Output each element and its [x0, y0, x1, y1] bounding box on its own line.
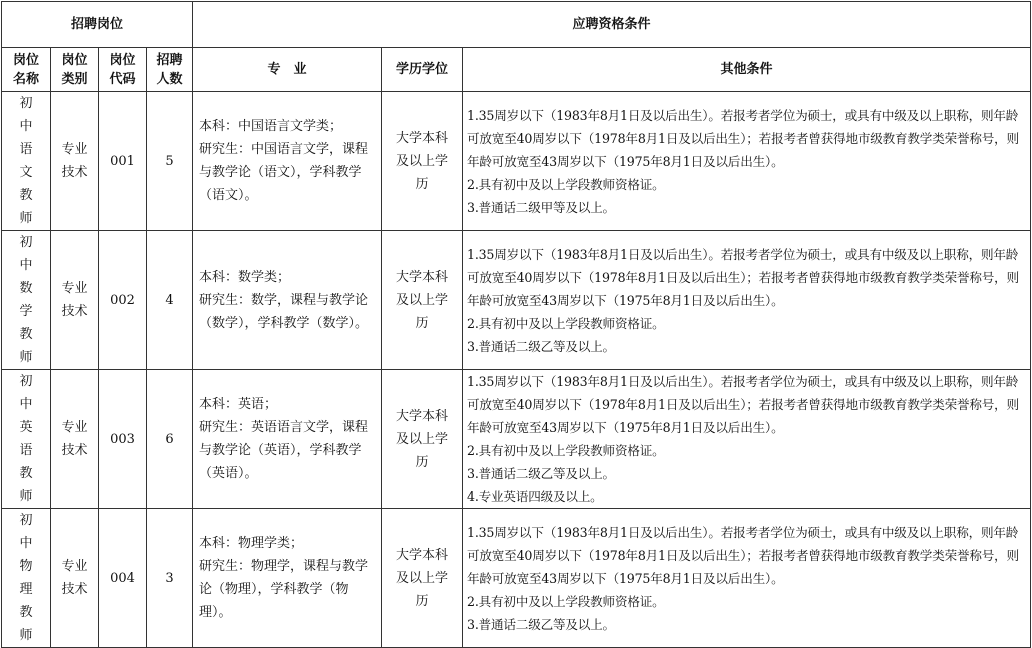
position-category: 专业技术 [51, 231, 99, 370]
major-cell [193, 370, 382, 509]
degree: 大学本科及以上学历 [382, 231, 463, 370]
table-row [2, 370, 1031, 509]
position-category: 专业技术 [51, 370, 99, 509]
group-header-position: 招聘岗位 [2, 2, 193, 48]
condition-item: 2.具有初中及以上学段教师资格证。 [467, 443, 665, 458]
major-line: 本科：中国语言文学类； [199, 119, 343, 134]
major-cell [193, 92, 382, 231]
condition-item: 1.35周岁以下（1983年8月1日及以后出生）。若报考者学位为硕士，或具有中级及以上职称，则年龄可放宽至40周岁以下（1978年8月1日及以后出生）；若报考者曾获得地市级教育教学类荣誉称号，则年龄可放宽至43周岁以下（1975年8月1日及以后出生）。 [467, 107, 1019, 169]
recruitment-table [1, 1, 1031, 648]
other-conditions [463, 92, 1031, 231]
condition-item: 1.35周岁以下（1983年8月1日及以后出生）。若报考者学位为硕士，或具有中级及以上职称，则年龄可放宽至40周岁以下（1978年8月1日及以后出生）；若报考者曾获得地市级教育教学类荣誉称号，则年龄可放宽至43周岁以下（1975年8月1日及以后出生）。 [467, 524, 1019, 586]
major-line: 研究生：中国语言文学，课程与教学论（语文），学科教学（语文）。 [199, 142, 369, 203]
condition-item: 3.普通话二级乙等及以上。 [467, 616, 615, 632]
condition-item: 2.具有初中及以上学段教师资格证。 [467, 176, 665, 192]
condition-item: 3.普通话二级甲等及以上。 [467, 199, 615, 215]
table-row [2, 509, 1031, 648]
condition-item: 3.普通话二级乙等及以上。 [467, 338, 615, 354]
position-code: 003 [99, 370, 147, 509]
major-line: 研究生：英语语言文学，课程与教学论（英语），学科教学（英语）。 [199, 420, 369, 481]
other-conditions [463, 509, 1031, 648]
col-header-degree: 学历学位 [382, 48, 463, 92]
position-count: 3 [147, 509, 193, 648]
col-header-other: 其他条件 [463, 48, 1031, 92]
col-header-code: 岗位代码 [99, 48, 147, 92]
major-cell [193, 509, 382, 648]
col-header-major: 专 业 [193, 48, 382, 92]
condition-item: 2.具有初中及以上学段教师资格证。 [467, 593, 665, 609]
group-header-qualifications: 应聘资格条件 [193, 2, 1031, 48]
position-name: 初中英语教师 [2, 370, 51, 509]
position-code: 002 [99, 231, 147, 370]
position-category: 专业技术 [51, 509, 99, 648]
condition-item: 1.35周岁以下（1983年8月1日及以后出生）。若报考者学位为硕士，或具有中级及以上职称，则年龄可放宽至40周岁以下（1978年8月1日及以后出生）；若报考者曾获得地市级教育教学类荣誉称号，则年龄可放宽至43周岁以下（1975年8月1日及以后出生）。 [467, 246, 1019, 308]
other-conditions [463, 370, 1031, 509]
major-cell [193, 231, 382, 370]
table-row [2, 92, 1031, 231]
major-line: 研究生：数学，课程与教学论（数学），学科教学（数学）。 [199, 292, 369, 331]
other-conditions [463, 231, 1031, 370]
position-count: 6 [147, 370, 193, 509]
position-category: 专业技术 [51, 92, 99, 231]
table-row [2, 231, 1031, 370]
major-line: 本科：物理学类； [199, 536, 304, 551]
degree: 大学本科及以上学历 [382, 370, 463, 509]
degree: 大学本科及以上学历 [382, 509, 463, 648]
position-name: 初中语文教师 [2, 92, 51, 231]
major-line: 研究生：物理学，课程与教学论（物理），学科教学（物理）。 [199, 559, 369, 620]
degree: 大学本科及以上学历 [382, 92, 463, 231]
col-header-count: 招聘人数 [147, 48, 193, 92]
condition-item: 2.具有初中及以上学段教师资格证。 [467, 315, 665, 331]
position-name: 初中物理教师 [2, 509, 51, 648]
col-header-category: 岗位类别 [51, 48, 99, 92]
condition-item: 1.35周岁以下（1983年8月1日及以后出生）。若报考者学位为硕士，或具有中级及以上职称，则年龄可放宽至40周岁以下（1978年8月1日及以后出生）；若报考者曾获得地市级教育教学类荣誉称号，则年龄可放宽至43周岁以下（1975年8月1日及以后出生）。 [467, 374, 1019, 435]
position-count: 5 [147, 92, 193, 231]
col-header-name: 岗位名称 [2, 48, 51, 92]
position-count: 4 [147, 231, 193, 370]
position-name: 初中数学教师 [2, 231, 51, 370]
position-code: 001 [99, 92, 147, 231]
condition-item: 3.普通话二级乙等及以上。 [467, 466, 615, 481]
major-line: 本科：数学类； [199, 269, 291, 285]
position-code: 004 [99, 509, 147, 648]
major-line: 本科：英语； [199, 397, 278, 412]
condition-item: 4.专业英语四级及以上。 [467, 489, 603, 504]
